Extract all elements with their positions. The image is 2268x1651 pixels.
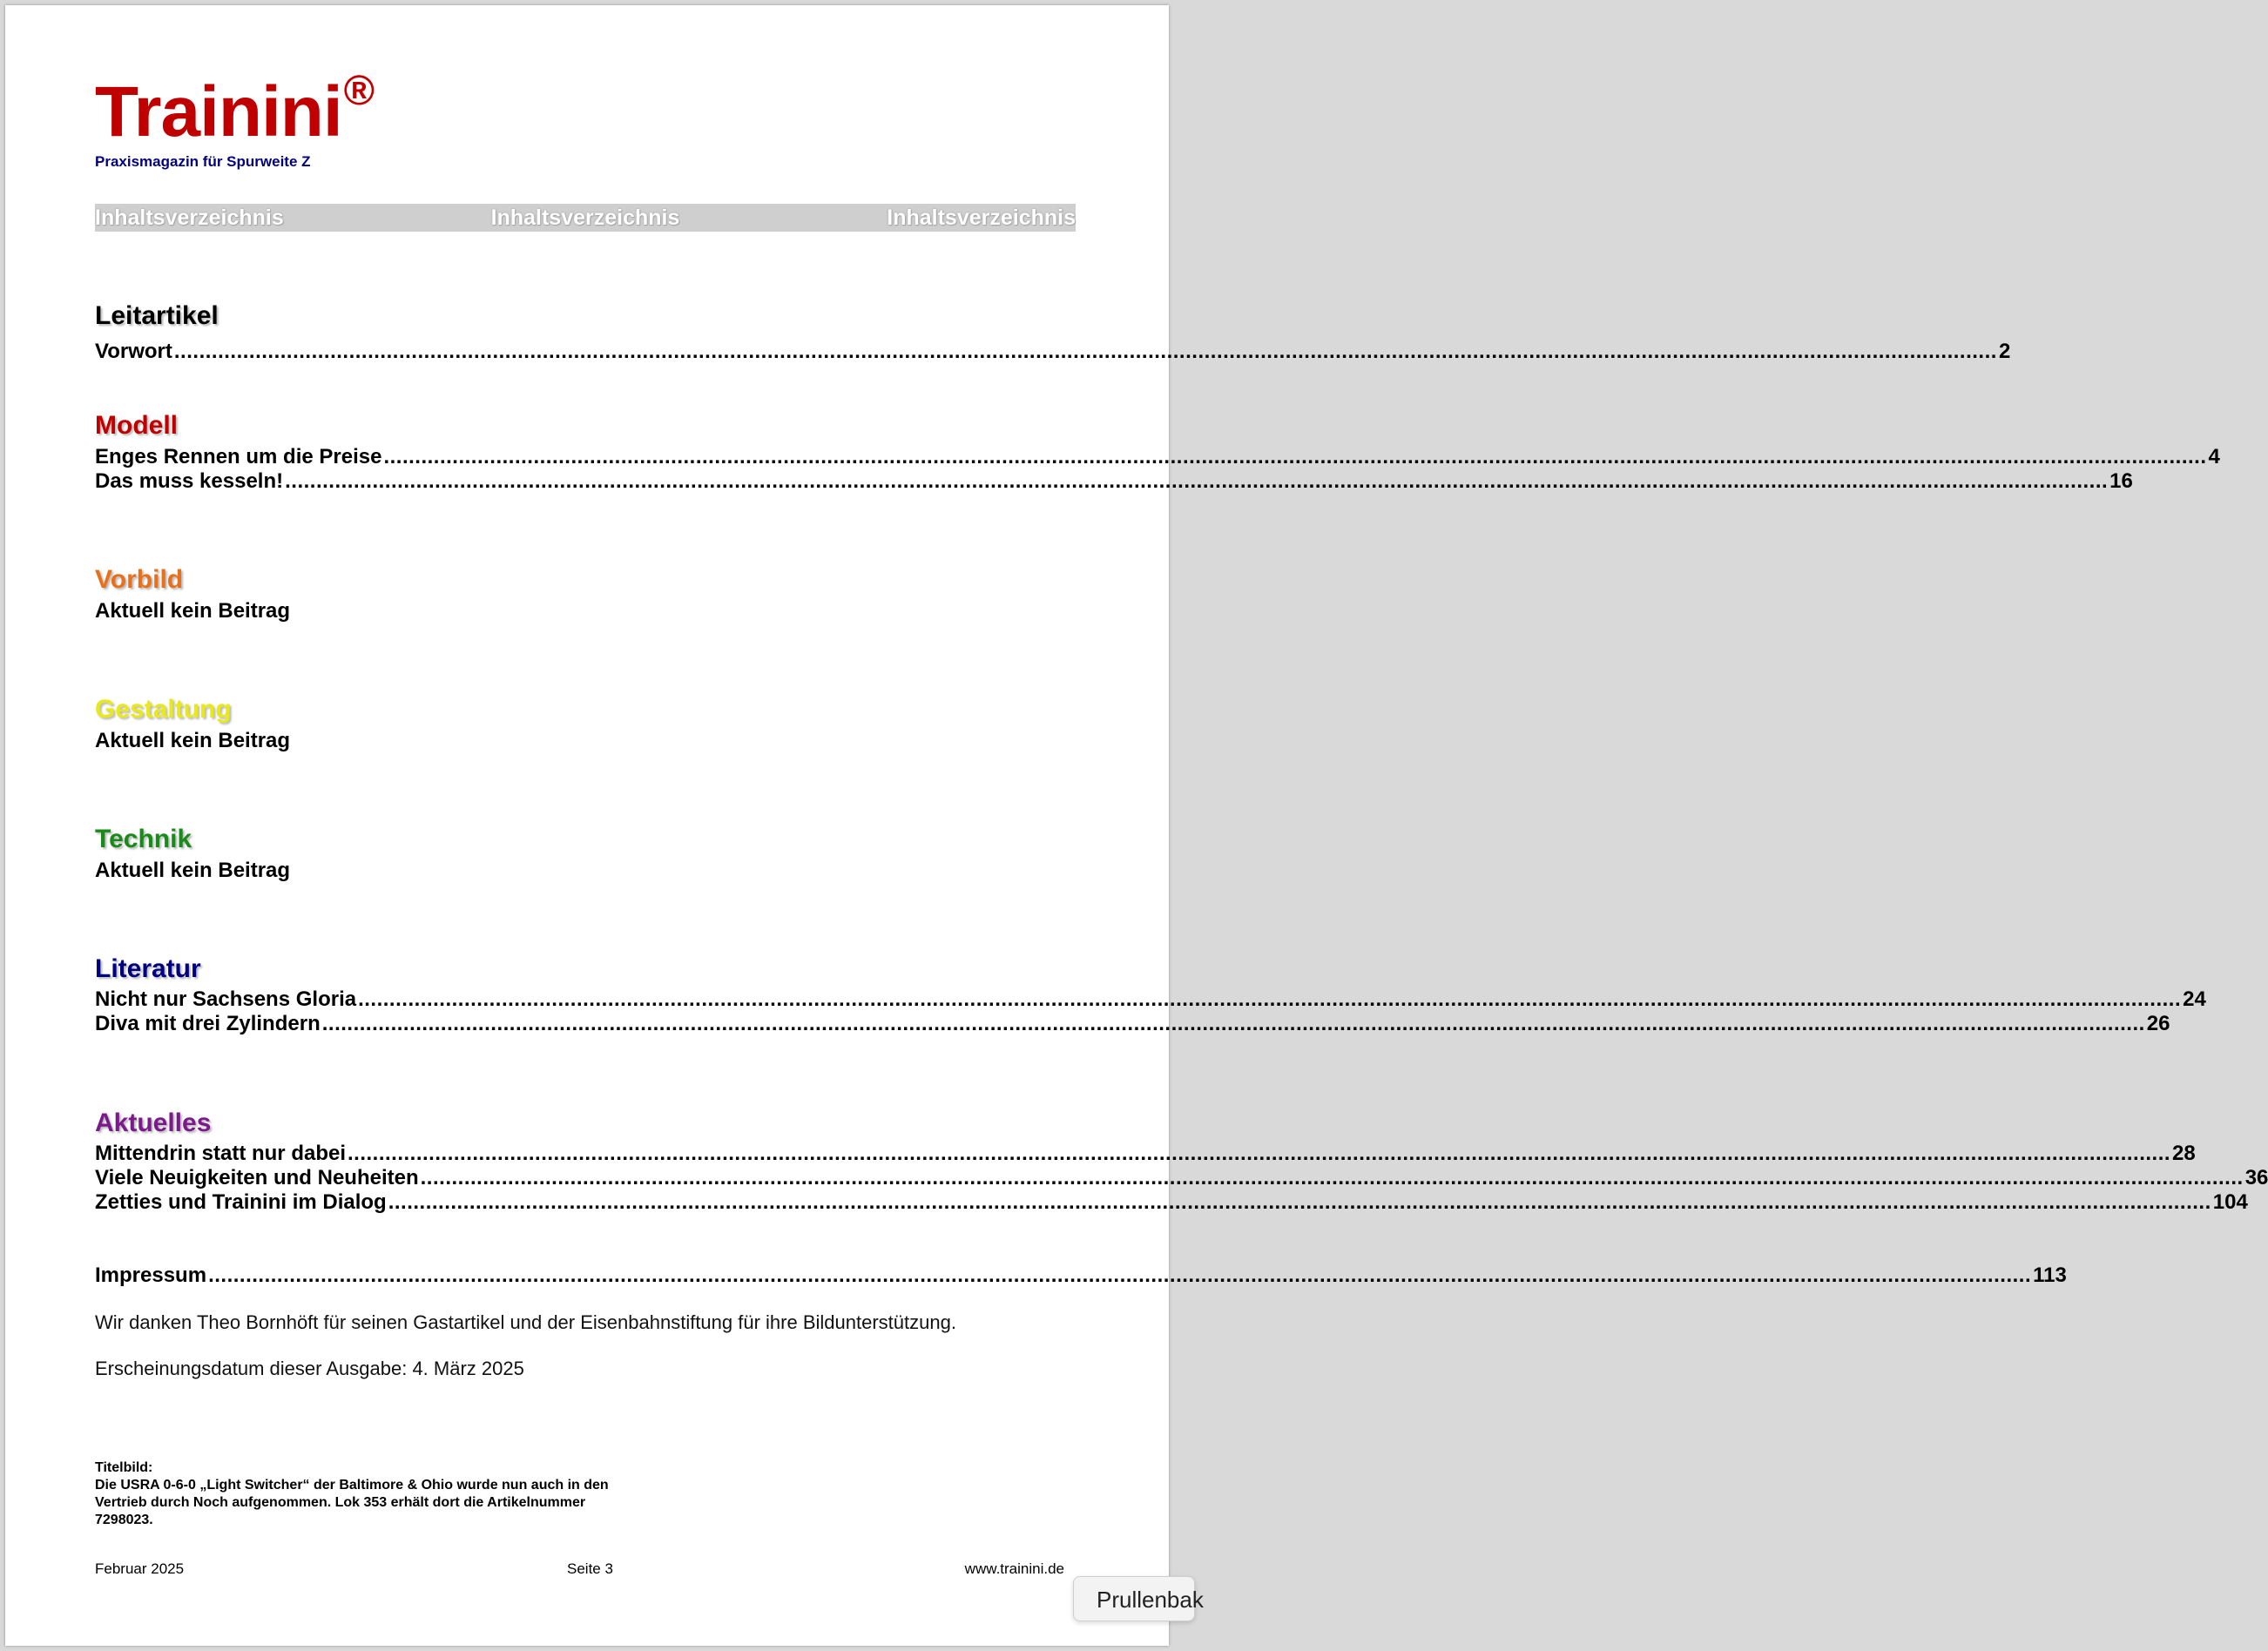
toc-entry-title: Vorwort xyxy=(95,340,172,363)
toc-entry-impressum[interactable] xyxy=(95,1264,2067,1288)
toc-entry-page: 4 xyxy=(2208,445,2220,468)
registered-mark: ® xyxy=(343,68,374,114)
toc-entry[interactable] xyxy=(95,987,2206,1012)
toc-entry[interactable] xyxy=(95,1190,2248,1215)
brand-logo xyxy=(95,68,374,152)
toc-entry[interactable] xyxy=(95,1166,2268,1190)
toc-entry[interactable] xyxy=(95,445,2220,469)
toc-entry-title: Impressum xyxy=(95,1264,207,1287)
footer-date: Februar 2025 xyxy=(95,1560,185,1577)
toc-banner xyxy=(95,204,1076,232)
toc-banner-label-right: Inhaltsverzeichnis xyxy=(887,206,1076,230)
toc-leader xyxy=(348,1142,2170,1166)
trash-tooltip: Prullenbak xyxy=(1073,1576,1195,1621)
toc-entry-title: Viele Neuigkeiten und Neuheiten xyxy=(95,1166,419,1189)
empty-section-note: Aktuell kein Beitrag xyxy=(95,859,291,882)
cover-caption-text: Die USRA 0-6-0 „Light Switcher“ der Baltimore & Ohio wurde nun auch in den Vertrieb durch Noch aufgenommen. Lok 353 erhält dort die Artikelnummer 7298023. xyxy=(95,1478,609,1527)
toc-entry-page: 2 xyxy=(1998,340,2011,363)
section-heading-technik: Technik xyxy=(95,825,192,853)
toc-entry[interactable] xyxy=(95,469,2133,494)
toc-entry-title: Das muss kesseln! xyxy=(95,469,284,493)
brand-subtitle: Praxismagazin für Spurweite Z xyxy=(95,153,311,170)
section-heading-aktuelles: Aktuelles xyxy=(95,1109,212,1137)
toc-entry-title: Nicht nur Sachsens Gloria xyxy=(95,987,357,1011)
release-date: Erscheinungsdatum dieser Ausgabe: 4. März 2025 xyxy=(95,1358,524,1379)
section-heading-vorbild: Vorbild xyxy=(95,565,184,594)
footer-page-number: Seite 3 xyxy=(567,1560,613,1577)
cover-caption xyxy=(95,1459,609,1529)
toc-entry-page: 113 xyxy=(2033,1264,2067,1287)
section-heading-leitartikel: Leitartikel xyxy=(95,301,219,330)
footer-website[interactable]: www.trainini.de xyxy=(964,1560,1064,1577)
toc-leader xyxy=(208,1264,2031,1288)
toc-entry-page: 28 xyxy=(2172,1142,2196,1165)
toc-entry-title: Diva mit drei Zylindern xyxy=(95,1012,321,1035)
empty-section-note: Aktuell kein Beitrag xyxy=(95,599,291,623)
toc-entry[interactable] xyxy=(95,340,2011,364)
section-heading-gestaltung: Gestaltung xyxy=(95,695,232,724)
toc-entry-title: Mittendrin statt nur dabei xyxy=(95,1142,346,1165)
toc-entry-title: Enges Rennen um die Preise xyxy=(95,445,382,468)
toc-banner-label-left: Inhaltsverzeichnis xyxy=(95,206,284,230)
toc-entry-page: 104 xyxy=(2212,1190,2248,1214)
section-heading-modell: Modell xyxy=(95,411,178,440)
toc-leader xyxy=(285,469,2108,494)
section-heading-literatur: Literatur xyxy=(95,954,201,983)
cover-caption-label: Titelbild: xyxy=(95,1460,153,1475)
toc-leader xyxy=(388,1190,2211,1215)
toc-leader xyxy=(174,340,1997,364)
toc-entry-title: Zetties und Trainini im Dialog xyxy=(95,1190,387,1214)
toc-entry-page: 36 xyxy=(2244,1166,2268,1189)
brand-name: Trainini xyxy=(95,72,342,152)
document-page xyxy=(5,5,2268,1646)
toc-banner-label-center: Inhaltsverzeichnis xyxy=(490,206,680,230)
toc-entry[interactable] xyxy=(95,1142,2196,1166)
toc-entry[interactable] xyxy=(95,1012,2170,1036)
thanks-note: Wir danken Theo Bornhöft für seinen Gastartikel und der Eisenbahnstiftung für ihre Bildunterstützung. xyxy=(95,1311,956,1333)
toc-entry-page: 24 xyxy=(2183,987,2206,1011)
empty-section-note: Aktuell kein Beitrag xyxy=(95,729,291,752)
toc-leader xyxy=(322,1012,2145,1036)
toc-entry-page: 16 xyxy=(2109,469,2133,493)
toc-leader xyxy=(383,445,2206,469)
toc-entry-page: 26 xyxy=(2146,1012,2170,1035)
toc-leader xyxy=(358,987,2181,1012)
toc-leader xyxy=(421,1166,2244,1190)
